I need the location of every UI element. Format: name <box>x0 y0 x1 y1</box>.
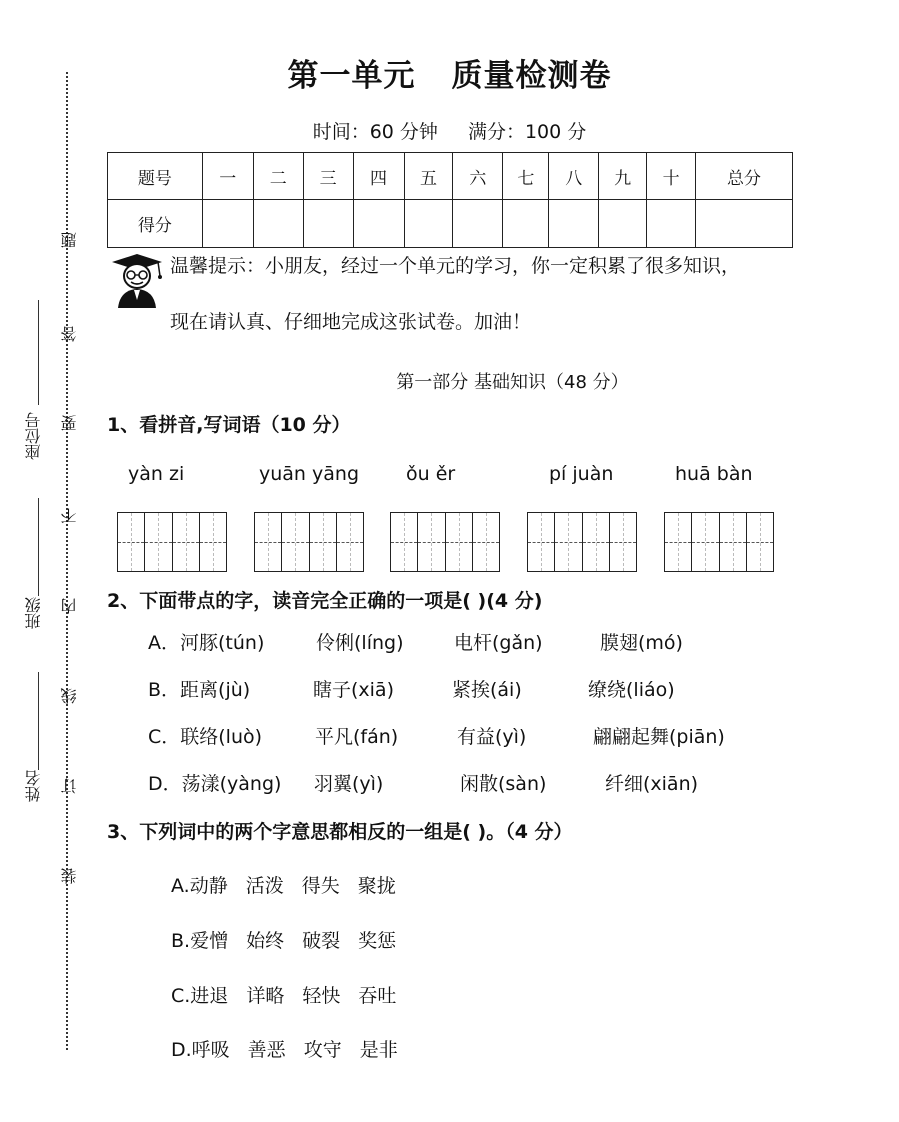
q3-option: 始终 <box>246 930 285 952</box>
q2-option: A．河豚(tún) <box>148 632 265 654</box>
q3-option: 得失 <box>301 875 340 897</box>
score-header-cell: 十 <box>647 153 696 200</box>
pinyin-item: pí juàn <box>549 463 614 485</box>
question-2-heading: 2、下面带点的字，读音完全正确的一项是( )(4 分) <box>107 590 543 612</box>
q3-option: 攻守 <box>303 1039 342 1061</box>
q3-option: 奖惩 <box>358 930 397 952</box>
q2-option: 瞎子(xiā) <box>313 679 394 701</box>
q2-option-row <box>148 722 725 749</box>
score-header-cell: 七 <box>503 153 549 200</box>
pinyin-item: huā bàn <box>675 463 753 485</box>
score-header-cell: 八 <box>549 153 599 200</box>
q2-option: 膜翅(mó) <box>600 632 683 654</box>
binding-char: 内 <box>60 598 79 614</box>
tip-line-1: 温馨提示：小朋友，经过一个单元的学习，你一定积累了很多知识， <box>170 255 741 277</box>
score-header-cell: 九 <box>599 153 647 200</box>
score-header-cell: 五 <box>404 153 453 200</box>
class-label: 班级 <box>24 597 43 629</box>
q3-option: 是非 <box>359 1039 398 1061</box>
exam-info <box>0 117 899 144</box>
writing-grid[interactable] <box>527 512 637 572</box>
q3-option: 轻快 <box>302 985 341 1007</box>
q2-option: 电杆(gǎn) <box>454 632 543 654</box>
q3-option-row <box>171 1035 398 1062</box>
exam-full-score: 满分：100 分 <box>467 121 587 143</box>
score-table <box>107 152 793 248</box>
q2-option: D．荡漾(yàng) <box>148 773 282 795</box>
q2-option: B．距离(jù) <box>148 679 251 701</box>
q2-option-row <box>148 769 698 796</box>
q3-option-row <box>171 981 396 1008</box>
q3-option: 善恶 <box>247 1039 286 1061</box>
q2-option-row <box>148 628 683 655</box>
score-header-cell: 六 <box>453 153 503 200</box>
q2-option: 平凡(fán) <box>315 726 399 748</box>
tip-line-2: 现在请认真、仔细地完成这张试卷。加油！ <box>170 311 532 333</box>
score-header-cell: 一 <box>202 153 253 200</box>
writing-grid[interactable] <box>664 512 774 572</box>
q3-option: C.进退 <box>171 985 229 1007</box>
q2-option: 有益(yì) <box>457 726 527 748</box>
q3-option-row <box>171 926 396 953</box>
score-header-cell: 总分 <box>696 153 793 200</box>
binding-char: 装 <box>60 868 79 884</box>
binding-char: 订 <box>60 778 79 794</box>
q3-option: A.动静 <box>171 875 228 897</box>
q3-option: 破裂 <box>302 930 341 952</box>
pinyin-item: ǒu ěr <box>406 463 456 485</box>
q2-option: 羽翼(yì) <box>314 773 384 795</box>
score-header-cell: 三 <box>303 153 353 200</box>
writing-grid[interactable] <box>254 512 364 572</box>
seat-number-label: 座位号 <box>24 412 43 460</box>
q2-option: 缭绕(liáo) <box>588 679 675 701</box>
binding-char: 线 <box>60 688 79 704</box>
q2-option-row <box>148 675 675 702</box>
q3-option: 活泼 <box>245 875 284 897</box>
q2-option: 紧挨(ái) <box>452 679 522 701</box>
exam-time: 时间：60 分钟 <box>312 121 438 143</box>
binding-char: 题 <box>60 232 79 248</box>
score-row-label: 得分 <box>108 200 203 248</box>
class-line <box>38 498 39 596</box>
name-line <box>38 672 39 770</box>
q3-option: D.呼吸 <box>171 1039 230 1061</box>
score-header-cell: 二 <box>253 153 303 200</box>
binding-char: 答 <box>60 326 79 342</box>
binding-char: 要 <box>60 415 79 431</box>
part-heading: 第一部分 基础知识（48 分） <box>396 372 629 393</box>
q2-option: 纤细(xiān) <box>605 773 699 795</box>
q2-option: 闲散(sàn) <box>460 773 547 795</box>
name-label: 姓名 <box>24 770 43 802</box>
question-3-heading: 3、下列词中的两个字意思都相反的一组是( )。（4 分） <box>107 821 573 843</box>
score-header-cell: 四 <box>353 153 404 200</box>
q3-option: B.爱憎 <box>171 930 229 952</box>
page-title: 第一单元 质量检测卷 <box>287 58 612 94</box>
q3-option: 聚拢 <box>357 875 396 897</box>
pinyin-item: yàn zi <box>128 463 185 485</box>
q2-option: 伶俐(líng) <box>316 632 404 654</box>
question-1-heading: 1、看拼音,写词语（10 分） <box>107 414 351 436</box>
writing-grid[interactable] <box>390 512 500 572</box>
q2-option: 翩翩起舞(piān) <box>593 726 725 748</box>
binding-char: 不 <box>60 508 79 524</box>
q2-option: C．联络(luò) <box>148 726 263 748</box>
q3-option-row <box>171 871 396 898</box>
q3-option: 吞吐 <box>358 985 397 1007</box>
writing-grid[interactable] <box>117 512 227 572</box>
teacher-avatar-icon <box>108 250 166 308</box>
q3-option: 详略 <box>246 985 285 1007</box>
score-header-cell: 题号 <box>108 153 203 200</box>
pinyin-item: yuān yāng <box>259 463 360 485</box>
binding-dotted-line <box>66 72 68 1050</box>
